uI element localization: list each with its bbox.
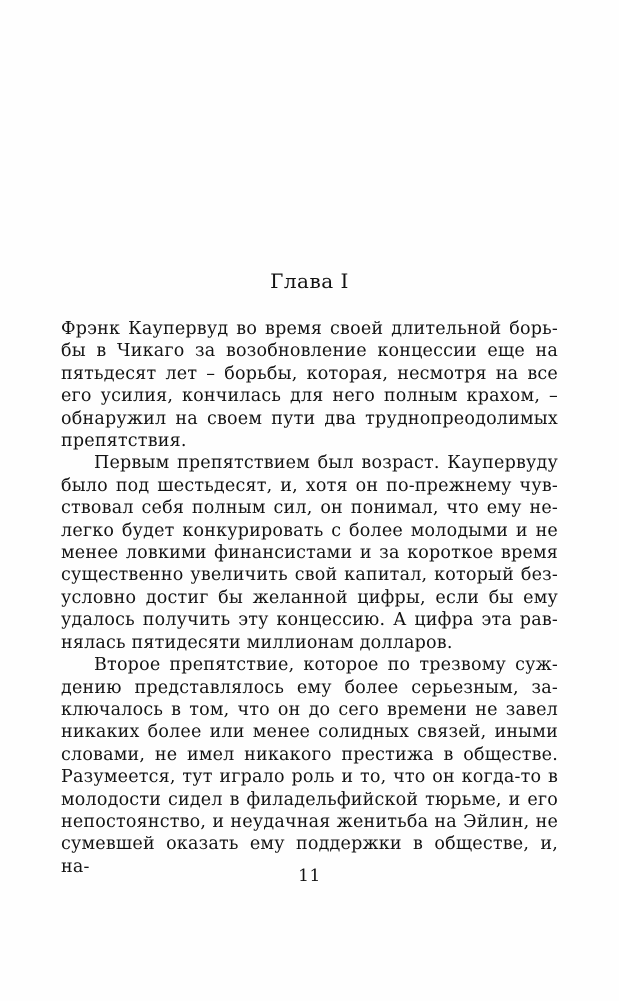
text-line: условно достиг бы желанной цифры, если бы ему [61, 587, 558, 608]
text-line: словами, не имел никакого престижа в обществе. [61, 744, 558, 765]
text-line: Второе препятствие, которое по трезвому суж- [94, 655, 558, 676]
paragraph [61, 452, 558, 654]
text-line: бы в Чикаго за возобновление концессии еще на [61, 341, 558, 362]
page-number: 11 [298, 866, 321, 886]
text-line: существенно увеличить свой капитал, который без- [61, 565, 558, 586]
paragraph [61, 654, 558, 878]
text-line: Первым препятствием был возраст. Каупервуду [94, 453, 558, 474]
text-line: нялась пятидесяти миллионам долларов. [61, 632, 453, 653]
text-line: пятьдесят лет – борьбы, которая, несмотря на все [61, 363, 558, 384]
text-line: непостоянство, и неудачная женитьба на Эйлин, не [61, 811, 558, 832]
text-line: удалось получить эту концессию. А цифра эта рав- [61, 610, 558, 631]
text-line: ключалось в том, что он до сего времени не завел [61, 699, 558, 720]
text-line: было под шестьдесят, и, хотя он по-прежнему чув- [61, 475, 558, 496]
text-line: Разумеется, тут играло роль и то, что он когда-то в [61, 767, 558, 788]
text-line: легко будет конкурировать с более молодыми и не [61, 520, 558, 541]
text-line: дению представлялось ему более серьезным, за- [61, 677, 558, 698]
paragraph [61, 318, 558, 452]
text-line: молодости сидел в филадельфийской тюрьме, и его [61, 789, 558, 810]
text-line: менее ловкими финансистами и за короткое время [61, 543, 558, 564]
text-line: ствовал себя полным сил, он понимал, что ему не- [61, 498, 558, 519]
text-line: обнаружил на своем пути два труднопреодолимых [61, 408, 558, 429]
text-line: Фрэнк Каупервуд во время своей длительной борь- [61, 319, 558, 339]
text-line: сумевшей оказать ему поддержки в обществе, и, на- [61, 834, 558, 877]
text-line: никаких более или менее солидных связей, иными [61, 722, 558, 743]
body-text [61, 318, 558, 878]
text-line: препятствия. [61, 431, 187, 452]
chapter-title: Глава I [270, 269, 349, 293]
text-line: его усилия, кончилась для него полным крахом, – [61, 386, 558, 407]
